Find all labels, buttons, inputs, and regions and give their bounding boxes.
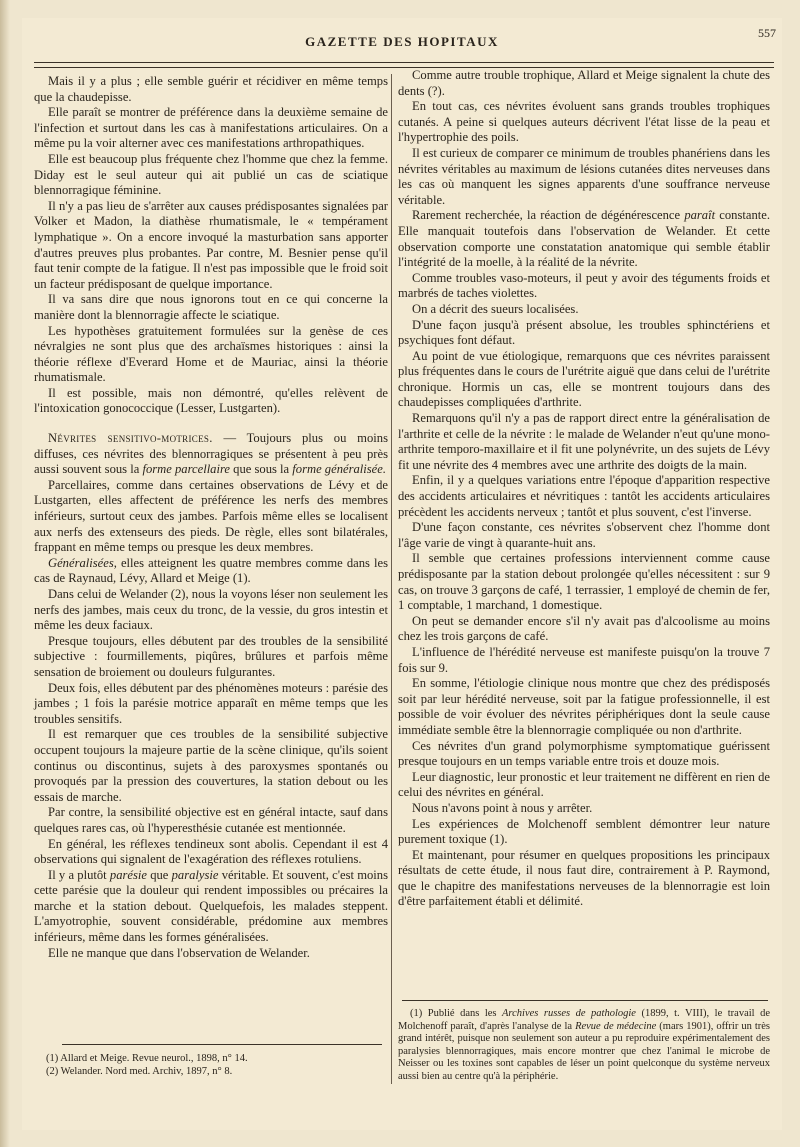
paragraph: Ces névrites d'un grand polymorphisme symptomatique guérissent presque toujours en un temps variable entre trois et douze mois. — [398, 738, 770, 769]
column-divider — [391, 74, 392, 1084]
section-heading: Névrites sensitivo-motrices. — [48, 431, 213, 446]
paragraph: Par contre, la sensibilité objective est en général intacte, sauf dans quelques rares cas, où l'hyperesthésie cutanée est mentionnée. — [34, 805, 388, 835]
paragraph: D'une façon jusqu'à présent absolue, les troubles sphinctériens et psychiques font défaut. — [398, 317, 770, 348]
document-page — [22, 18, 782, 1130]
emphasis: paraît — [684, 208, 716, 223]
text-run: Rarement recherchée, la réaction de dégénérescence — [412, 208, 685, 223]
paragraph: Au point de vue étiologique, remarquons que ces névrites paraissent plus fréquentes dans le cours de l'urétrite aiguë que dans celui de l'urétrite chronique. Hormis un cas, elle se montrent toujours dans des chaudepisses compliquées d'arthrite. — [398, 348, 770, 410]
paragraph: Les hypothèses gratuitement formulées sur la genèse de ces névralgies ne sont plus que des archaïsmes historiques : ainsi la théorie réflexe d'Everard Home et de Mauriac, ainsi la théorie rhumatismale. — [34, 323, 388, 385]
paragraph: Il est possible, mais non démontré, qu'elles relèvent de l'intoxication gonococcique (Lesser, Lustgarten). — [34, 385, 388, 416]
paragraph: Mais il y a plus ; elle semble guérir et récidiver en même temps que la chaudepisse. — [34, 74, 388, 104]
left-footnotes — [46, 1052, 376, 1078]
text-run: que — [146, 867, 172, 882]
emphasis: forme généralisée. — [292, 462, 387, 477]
paragraph: En tout cas, ces névrites évoluent sans grands troubles trophiques cutanés. A peine si quelques auteurs décrivent l'état lisse de la peau et l'hypertrophie des poils. — [398, 99, 770, 145]
header-rule — [34, 62, 774, 63]
paragraph: Et maintenant, pour résumer en quelques propositions les principaux résultats de cette étude, il nous faut dire, contrairement à P. Raymond, que le chapitre des manifestations nerveuses de la blennorragie est loin d'être parfaitement établi et délimité. — [398, 847, 770, 909]
paragraph: Elle paraît se montrer de préférence dans la deuxième semaine de l'infection et surtout dans les cas à manifestations articulaires. On a même pu la voir alterner avec ces manifestations arthropathiques. — [34, 105, 388, 151]
page-edge-shadow — [0, 0, 10, 1147]
paragraph: Elle ne manque que dans l'observation de Welander. — [48, 945, 310, 960]
paragraph: Il est curieux de comparer ce minimum de troubles phanériens dans les névrites véritables au maximum de lésions cutanées dites nerveuses dans les cas où manquent les signes apparents d'une souffrance nerveuse véritable. — [398, 145, 770, 207]
paragraph: Leur diagnostic, leur pronostic et leur traitement ne diffèrent en rien de celui des névrites en général. — [398, 769, 770, 800]
text-run: — Toujours plus ou moins diffuses, ces névrites des blennorragiques se présentent à peu près aussi souvent sous la — [34, 431, 388, 477]
paragraph: Comme troubles vaso-moteurs, il peut y avoir des téguments froids et marbrés de taches violettes. — [398, 270, 770, 301]
footnote: (2) Welander. Nord med. Archiv, 1897, n° 8. — [46, 1066, 233, 1077]
text-run: (mars 1901), offrir un très grand intérêt, puisque non seulement son auteur a pu reproduire expérimentalement des paralysies blennorragiques, mais encore montrer que chez l'animal le microbe de Neisser ou les toxines sont capables de léser un point quelconque du système nerveux aussi bien au centre qu'à la périphérie. — [398, 1020, 771, 1082]
paragraph: Enfin, il y a quelques variations entre l'époque d'apparition respective des accidents articulaires et névritiques : tantôt les accidents articulaires précèdent les accidents nerveux ; tantôt et plus souvent, c'est l'inverse. — [398, 473, 770, 519]
paragraph: En somme, l'étiologie clinique nous montre que chez des prédisposés soit par leur hérédité nerveuse, soit par la fatigue professionnelle, il est possible de voir évoluer des névrites périphériques dont la seule cause immédiate semble être la blennorragie compliquée ou non d'arthrite. — [398, 676, 770, 737]
footnote-rule — [402, 1000, 768, 1001]
paragraph: Elle est beaucoup plus fréquente chez l'homme que chez la femme. Diday est le seul auteur qui ait publié un cas de sciatique blennorragique féminine. — [34, 151, 388, 198]
section-paragraph — [34, 431, 388, 478]
text-run: , elles atteignent les quatre membres comme dans les cas de Raynaud, Lévy, Allard et Meige (1). — [34, 555, 388, 586]
paragraph: Il est remarquer que ces troubles de la sensibilité subjective occupent toujours la majeure partie de la scène clinique, qu'ils soient continus ou discontinus, sujets à des paroxysmes spontanés ou provoqués par la pression des couvertures, la station debout ou les essais de marche. — [34, 727, 388, 804]
text-run: (1899, t. VIII), le travail de Molchenoff paraît, d'après l'analyse de la — [398, 1008, 770, 1032]
paragraph: Il semble que certaines professions interviennent comme cause prédisposante par la station debout prolongée qu'elles nécessitent : sur 9 cas, on trouve 3 garçons de café, 1 terrassier, 1 employé de chemin de fer, 1 comptable, 1 marchand, 1 domestique. — [398, 551, 770, 613]
emphasis: paralysie — [171, 867, 219, 882]
text-run: constante. Elle manquait toutefois dans l'observation de Welander. Et cette observation comporte une constatation anatomique qui semble établir l'intégrité de la moelle, à la réalité de la névrite. — [398, 208, 771, 270]
right-column — [398, 68, 770, 910]
paragraph: Parcellaires, comme dans certaines observations de Lévy et de Lustgarten, elles affectent de préférence les nerfs des membres inférieurs, surtout ceux des jambes. Parfois même elles se localisent aux nerfs des extenseurs des pieds. De règle, elles sont bilatérales, frappant en même temps ou presque les deux membres. — [34, 477, 388, 555]
paragraph — [34, 868, 388, 946]
emphasis: forme parcellaire — [142, 462, 231, 477]
paragraph: Comme autre trouble trophique, Allard et Meige signalent la chute des dents (?). — [398, 68, 770, 98]
text-run: (1) Publié dans les — [410, 1008, 503, 1019]
emphasis: Généralisées — [48, 555, 114, 570]
right-footnotes — [398, 1008, 770, 1084]
paragraph: L'influence de l'hérédité nerveuse est manifeste puisqu'on la trouve 7 fois sur 9. — [398, 644, 770, 675]
emphasis: Archives russes de pathologie — [502, 1008, 636, 1019]
paragraph — [398, 208, 770, 270]
paragraph: Remarquons qu'il n'y a pas de rapport direct entre la généralisation de l'arthrite et celle de la névrite : le malade de Welander n'eut qu'une mono-arthrite temporo-maxillaire et il fit une polynévrite, un des sujets de Lévy fit une névrite des 4 membres avec une arthrite des doigts de la main. — [398, 411, 770, 472]
paragraph: Presque toujours, elles débutent par des troubles de la sensibilité subjective : fourmillements, piqûres, brûlures et parfois même sensation de broiement ou douleurs fulgurantes. — [34, 633, 388, 679]
paragraph: Il va sans dire que nous ignorons tout en ce qui concerne la manière dont la blennorragie affecte le sciatique. — [34, 292, 388, 322]
paragraph: Deux fois, elles débutent par des phénomènes moteurs : parésie des jambes ; 1 fois la parésie motrice apparaît en même temps que les troubles sensitifs. — [34, 680, 388, 726]
left-column — [34, 74, 388, 961]
emphasis: Revue de médecine — [575, 1020, 657, 1032]
emphasis: parésie — [109, 867, 147, 882]
paragraph: En général, les réflexes tendineux sont abolis. Cependant il est 4 observations qui signalent de l'exagération des réflexes rotuliens. — [34, 836, 388, 867]
paragraph: On a décrit des sueurs localisées. — [412, 301, 579, 316]
page-number: 557 — [758, 26, 776, 40]
footnote — [398, 1008, 770, 1084]
paragraph: Les expériences de Molchenoff semblent démontrer leur nature purement toxique (1). — [398, 816, 770, 847]
footnote-rule — [62, 1044, 382, 1045]
text-run: que sous la — [230, 462, 293, 477]
paragraph: Nous n'avons point à nous y arrêter. — [412, 800, 593, 815]
text-run: Il y a plutôt — [48, 867, 110, 882]
page-header — [22, 26, 782, 62]
paragraph — [34, 556, 388, 587]
paragraph: On peut se demander encore s'il n'y avait pas d'alcoolisme au moins chez les trois garçons de café. — [398, 613, 770, 644]
paragraph: Dans celui de Welander (2), nous la voyons léser non seulement les nerfs des jambes, mais ceux du tronc, de la vessie, du gros intestin et même les deux faciaux. — [34, 587, 388, 633]
footnote: (1) Allard et Meige. Revue neurol., 1898, n° 14. — [46, 1053, 248, 1064]
paragraph: D'une façon constante, ces névrites s'observent chez l'homme dont l'âge varie de vingt à quarante-huit ans. — [398, 520, 770, 550]
running-title: GAZETTE DES HOPITAUX — [305, 34, 499, 49]
paragraph: Il n'y a pas lieu de s'arrêter aux causes prédisposantes signalées par Volker et Madon, la diathèse rhumatismale, le « tempérament lymphatique ». On a encore invoqué la masturbation sans apporter d'autres preuves plus probantes. Par contre, M. Besnier pense qu'il faut tenir compte de la fatigue. Il n'est pas impossible que le froid soit un facteur prédisposant de quelque importance. — [34, 198, 388, 291]
text-run: véritable. Et souvent, c'est moins cette parésie que la douleur qui rendent impossibles ou précaires la marche et la station debout. Quelquefois, les malades steppent. L'amyotrophie, souvent considérable, prédomine aux membres inférieurs, même dans les formes généralisées. — [34, 867, 389, 945]
